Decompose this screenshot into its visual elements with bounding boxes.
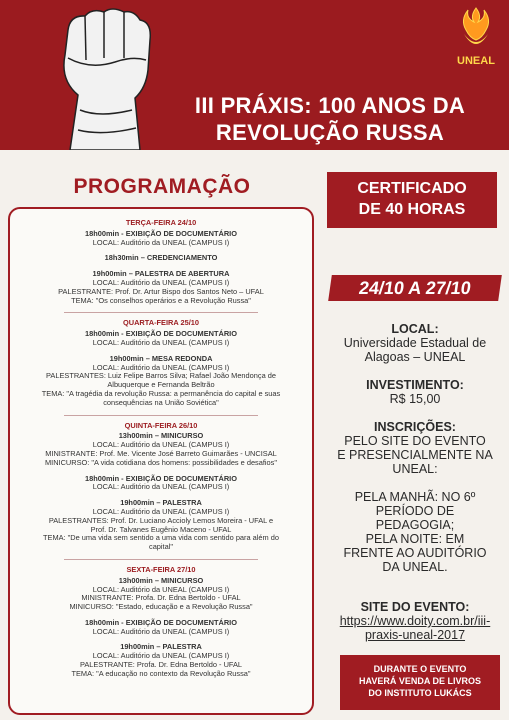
schedule-event-detail: MINICURSO: "Estado, educação e a Revolução Russa": [69, 602, 253, 612]
book-sale-line3: DO INSTITUTO LUKÁCS: [368, 688, 472, 698]
uneal-emblem-icon: [456, 6, 496, 50]
schedule-event-heading: 18h00min - EXIBIÇÃO DE DOCUMENTÁRIO: [85, 473, 237, 483]
inscricoes-detail: PEDAGOGIA;: [375, 518, 455, 532]
schedule-event-detail: TEMA: "Os conselhos operários e a Revolução Russa": [71, 295, 251, 305]
schedule-day-heading: QUINTA-FEIRA 26/10: [124, 420, 198, 430]
inscricoes-detail: FRENTE AO AUDITÓRIO: [343, 546, 487, 560]
schedule-event-heading: 13h00min – MINICURSO: [118, 431, 204, 441]
schedule-event-detail: LOCAL: Auditório da UNEAL (CAMPUS I): [92, 482, 230, 492]
schedule-event-heading: 18h00min - EXIBIÇÃO DE DOCUMENTÁRIO: [85, 329, 237, 339]
schedule-event-heading: 18h00min - EXIBIÇÃO DE DOCUMENTÁRIO: [85, 228, 237, 238]
book-sale-line1: DURANTE O EVENTO: [373, 664, 467, 674]
schedule-event-detail: capital": [149, 542, 173, 552]
programacao-title: PROGRAMAÇÃO: [73, 175, 251, 198]
book-sale-notice: [340, 655, 500, 710]
schedule-event-detail: MINISTRANTE: Profa. Dr. Edna Bertoldo - UFAL: [81, 593, 241, 603]
site-section: [325, 600, 505, 642]
schedule-event-detail: consequências na União Soviética": [103, 397, 219, 407]
schedule-event: [14, 270, 308, 305]
local-line2: Alagoas – UNEAL: [364, 350, 466, 364]
inscricoes-detail: PERÍODO DE: [375, 504, 455, 518]
certificado-line2: DE 40 HORAS: [358, 201, 466, 218]
schedule-event-detail: PALESTRANTES: Luiz Felipe Barros Silva; Rafael João Mendonça de: [46, 371, 276, 381]
uneal-logo: [448, 6, 504, 68]
schedule-event-detail: MINICURSO: "A vida cotidiana dos homens: possibilidades e desafios": [44, 457, 277, 467]
schedule-event: [14, 577, 308, 612]
schedule-day-heading: TERÇA-FEIRA 24/10: [125, 218, 197, 227]
schedule-event-heading: 19h00min – PALESTRA: [120, 498, 202, 508]
schedule-event: [14, 475, 308, 493]
schedule-event-detail: MINISTRANTE: Prof. Me. Vicente José Barreto Guimarães - UNCISAL: [45, 448, 277, 458]
inscricoes-line: E PRESENCIALMENTE NA: [337, 448, 493, 462]
event-dates-badge: 24/10 A 27/10: [328, 275, 502, 301]
site-url-line2: praxis-uneal-2017: [364, 628, 466, 642]
schedule-event-detail: PALESTRANTE: Prof. Dr. Artur Bispo dos Santos Neto – UFAL: [58, 286, 264, 296]
certificado-line1: CERTIFICADO: [357, 180, 467, 197]
schedule-event: [14, 254, 308, 263]
schedule-event-detail: LOCAL: Auditório da UNEAL (CAMPUS I): [92, 237, 230, 247]
event-title: [160, 92, 500, 146]
schedule-event-detail: LOCAL: Auditório da UNEAL (CAMPUS I): [92, 584, 230, 594]
site-url-line1: https://www.doity.com.br/iii-: [339, 614, 491, 628]
schedule-event-detail: TEMA: "De uma vida sem sentido a uma vida com sentido para além do: [43, 533, 279, 543]
schedule-event: [14, 619, 308, 637]
schedule-event-heading: 18h00min - EXIBIÇÃO DE DOCUMENTÁRIO: [85, 617, 237, 627]
inscricoes-line: UNEAL:: [392, 462, 438, 476]
schedule-event: [14, 499, 308, 552]
schedule-event-heading: 18h30min – CREDENCIAMENTO: [104, 253, 218, 263]
schedule-event-detail: LOCAL: Auditório da UNEAL (CAMPUS I): [92, 440, 230, 450]
day-divider: [64, 415, 258, 416]
inscricoes-label: INSCRIÇÕES:: [374, 420, 456, 434]
schedule-event-detail: LOCAL: Auditório da UNEAL (CAMPUS I): [92, 277, 230, 287]
day-divider: [64, 559, 258, 560]
inscricoes-section: [325, 420, 505, 574]
schedule-event-detail: LOCAL: Auditório da UNEAL (CAMPUS I): [92, 506, 230, 516]
local-line1: Universidade Estadual de: [343, 336, 487, 350]
local-label: LOCAL:: [391, 322, 439, 336]
site-label: SITE DO EVENTO:: [360, 600, 470, 614]
investimento-section: [325, 378, 505, 406]
schedule-event-detail: LOCAL: Auditório da UNEAL (CAMPUS I): [92, 362, 230, 372]
uneal-logo-text: UNEAL: [457, 55, 495, 67]
event-title-line1: III PRÁXIS: 100 ANOS DA: [194, 93, 466, 118]
schedule-event-detail: PALESTRANTE: Profa. Dr. Edna Bertoldo - UFAL: [79, 660, 243, 670]
certificado-badge: [327, 172, 497, 228]
schedule-event-detail: Albuquerque e Fernanda Beltrão: [107, 380, 215, 390]
schedule-day-heading: QUARTA-FEIRA 25/10: [123, 318, 199, 328]
schedule-event: [14, 432, 308, 467]
schedule-event-detail: LOCAL: Auditório da UNEAL (CAMPUS I): [92, 337, 230, 347]
schedule-event-heading: 19h00min – PALESTRA: [120, 642, 202, 652]
schedule-event-detail: LOCAL: Auditório da UNEAL (CAMPUS I): [92, 626, 230, 636]
schedule-event: [14, 330, 308, 348]
schedule-event-heading: 13h00min – MINICURSO: [118, 575, 204, 585]
schedule-event-heading: 19h00min – MESA REDONDA: [109, 353, 213, 363]
schedule-event-detail: TEMA: "A tragédia da revolução Russa: a permanência do capital e suas: [41, 388, 281, 398]
schedule-event: [14, 643, 308, 678]
schedule-box: [8, 207, 314, 715]
event-title-line2: REVOLUÇÃO RUSSA: [215, 120, 445, 145]
schedule-event-detail: TEMA: "A educação no contexto da Revolução Russa": [71, 668, 251, 678]
inscricoes-detail: PELA MANHÃ: NO 6º: [354, 490, 476, 504]
schedule-day-heading: SEXTA-FEIRA 27/10: [126, 564, 196, 574]
schedule-event: [14, 355, 308, 408]
schedule-event-detail: PALESTRANTES: Prof. Dr. Luciano Accioly Lemos Moreira - UFAL e: [48, 515, 274, 525]
schedule-event-detail: LOCAL: Auditório da UNEAL (CAMPUS I): [92, 651, 230, 661]
schedule-event: [14, 230, 308, 248]
header-banner: [0, 0, 509, 150]
schedule-event-heading: 19h00min – PALESTRA DE ABERTURA: [92, 269, 230, 279]
inscricoes-line: PELO SITE DO EVENTO: [344, 434, 486, 448]
schedule-event-detail: Prof. Dr. Talvanes Eugênio Maceno - UFAL: [90, 524, 232, 534]
inscricoes-detail: PELA NOITE: EM: [365, 532, 465, 546]
local-section: [325, 322, 505, 364]
site-link[interactable]: [340, 614, 491, 642]
investimento-value: R$ 15,00: [389, 392, 441, 406]
book-sale-line2: HAVERÁ VENDA DE LIVROS: [358, 676, 481, 686]
day-divider: [64, 312, 258, 313]
investimento-label: INVESTIMENTO:: [366, 378, 464, 392]
raised-fist-illustration: [40, 0, 170, 150]
inscricoes-detail: DA UNEAL.: [382, 560, 448, 574]
